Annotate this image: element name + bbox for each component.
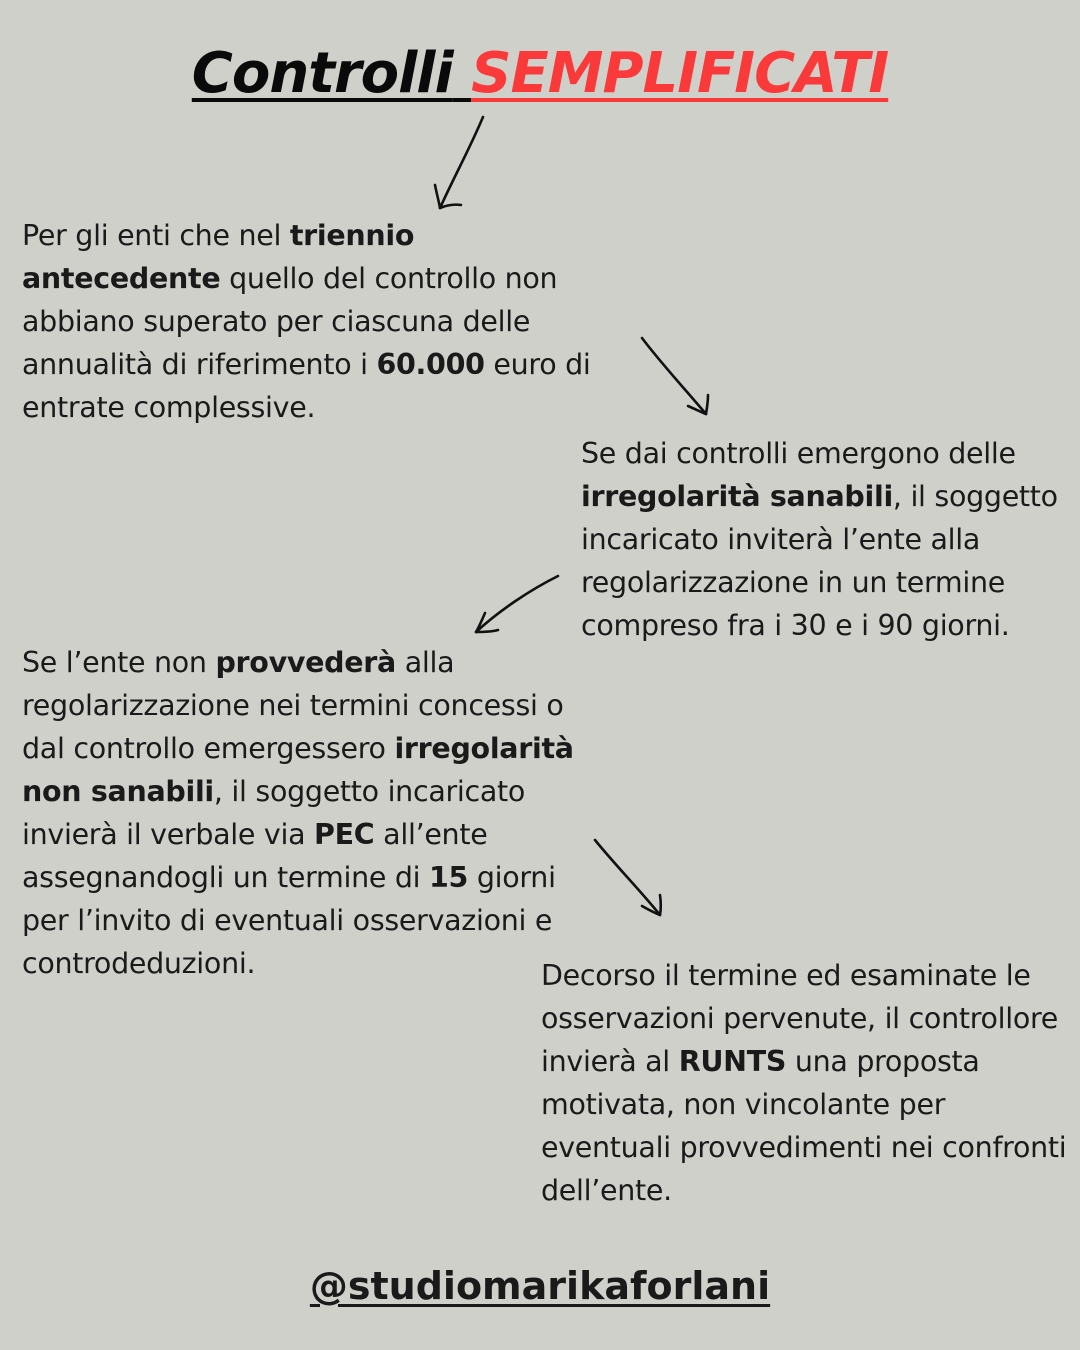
step-3-text: Se l’ente non provvederà alla regolarizzazione nei termini concessi o dal controllo emergessero irregolarità non sanabili, il soggetto incaricato invierà il verbale via PEC all’ente assegnandogli un termine di 15 giorni per l’invito di eventuali osservazioni e controdeduzioni.: [22, 646, 574, 980]
step-1-bold-amount: 60.000: [376, 348, 485, 381]
step-3-bold-pec: PEC: [314, 818, 375, 851]
step-1-text: Per gli enti che nel triennio antecedente quello del controllo non abbiano superato per ciascuna delle annualità di riferimento i 60.000 euro di entrate complessive.: [22, 219, 591, 424]
footer-handle: [0, 1258, 1080, 1314]
step-2-text: Se dai controlli emergono delle irregolarità sanabili, il soggetto incaricato inviterà l’ente alla regolarizzazione in un termine compreso fra i 30 e i 90 giorni.: [581, 437, 1058, 642]
social-handle-link[interactable]: @studiomarikaforlani: [309, 1264, 771, 1308]
step-4-bold-runts: RUNTS: [678, 1045, 787, 1078]
title-part-semplificati: SEMPLIFICATI: [471, 41, 889, 106]
step-3-bold-days: 15: [429, 861, 469, 894]
step-3-bold-non-sanabili: irregolarità non sanabili: [22, 732, 574, 808]
title-part-controlli: Controlli: [191, 41, 453, 106]
step-3-bold-provvedera: provvederà: [215, 646, 396, 679]
step-4-text: Decorso il termine ed esaminate le osservazioni pervenute, il controllore invierà al RUNTS una proposta motivata, non vincolante per eventuali provvedimenti nei confronti dell’ente.: [541, 959, 1067, 1207]
step-1-bold-triennio: triennio antecedente: [22, 219, 415, 295]
step-2-bold-sanabili: irregolarità sanabili: [581, 480, 893, 513]
